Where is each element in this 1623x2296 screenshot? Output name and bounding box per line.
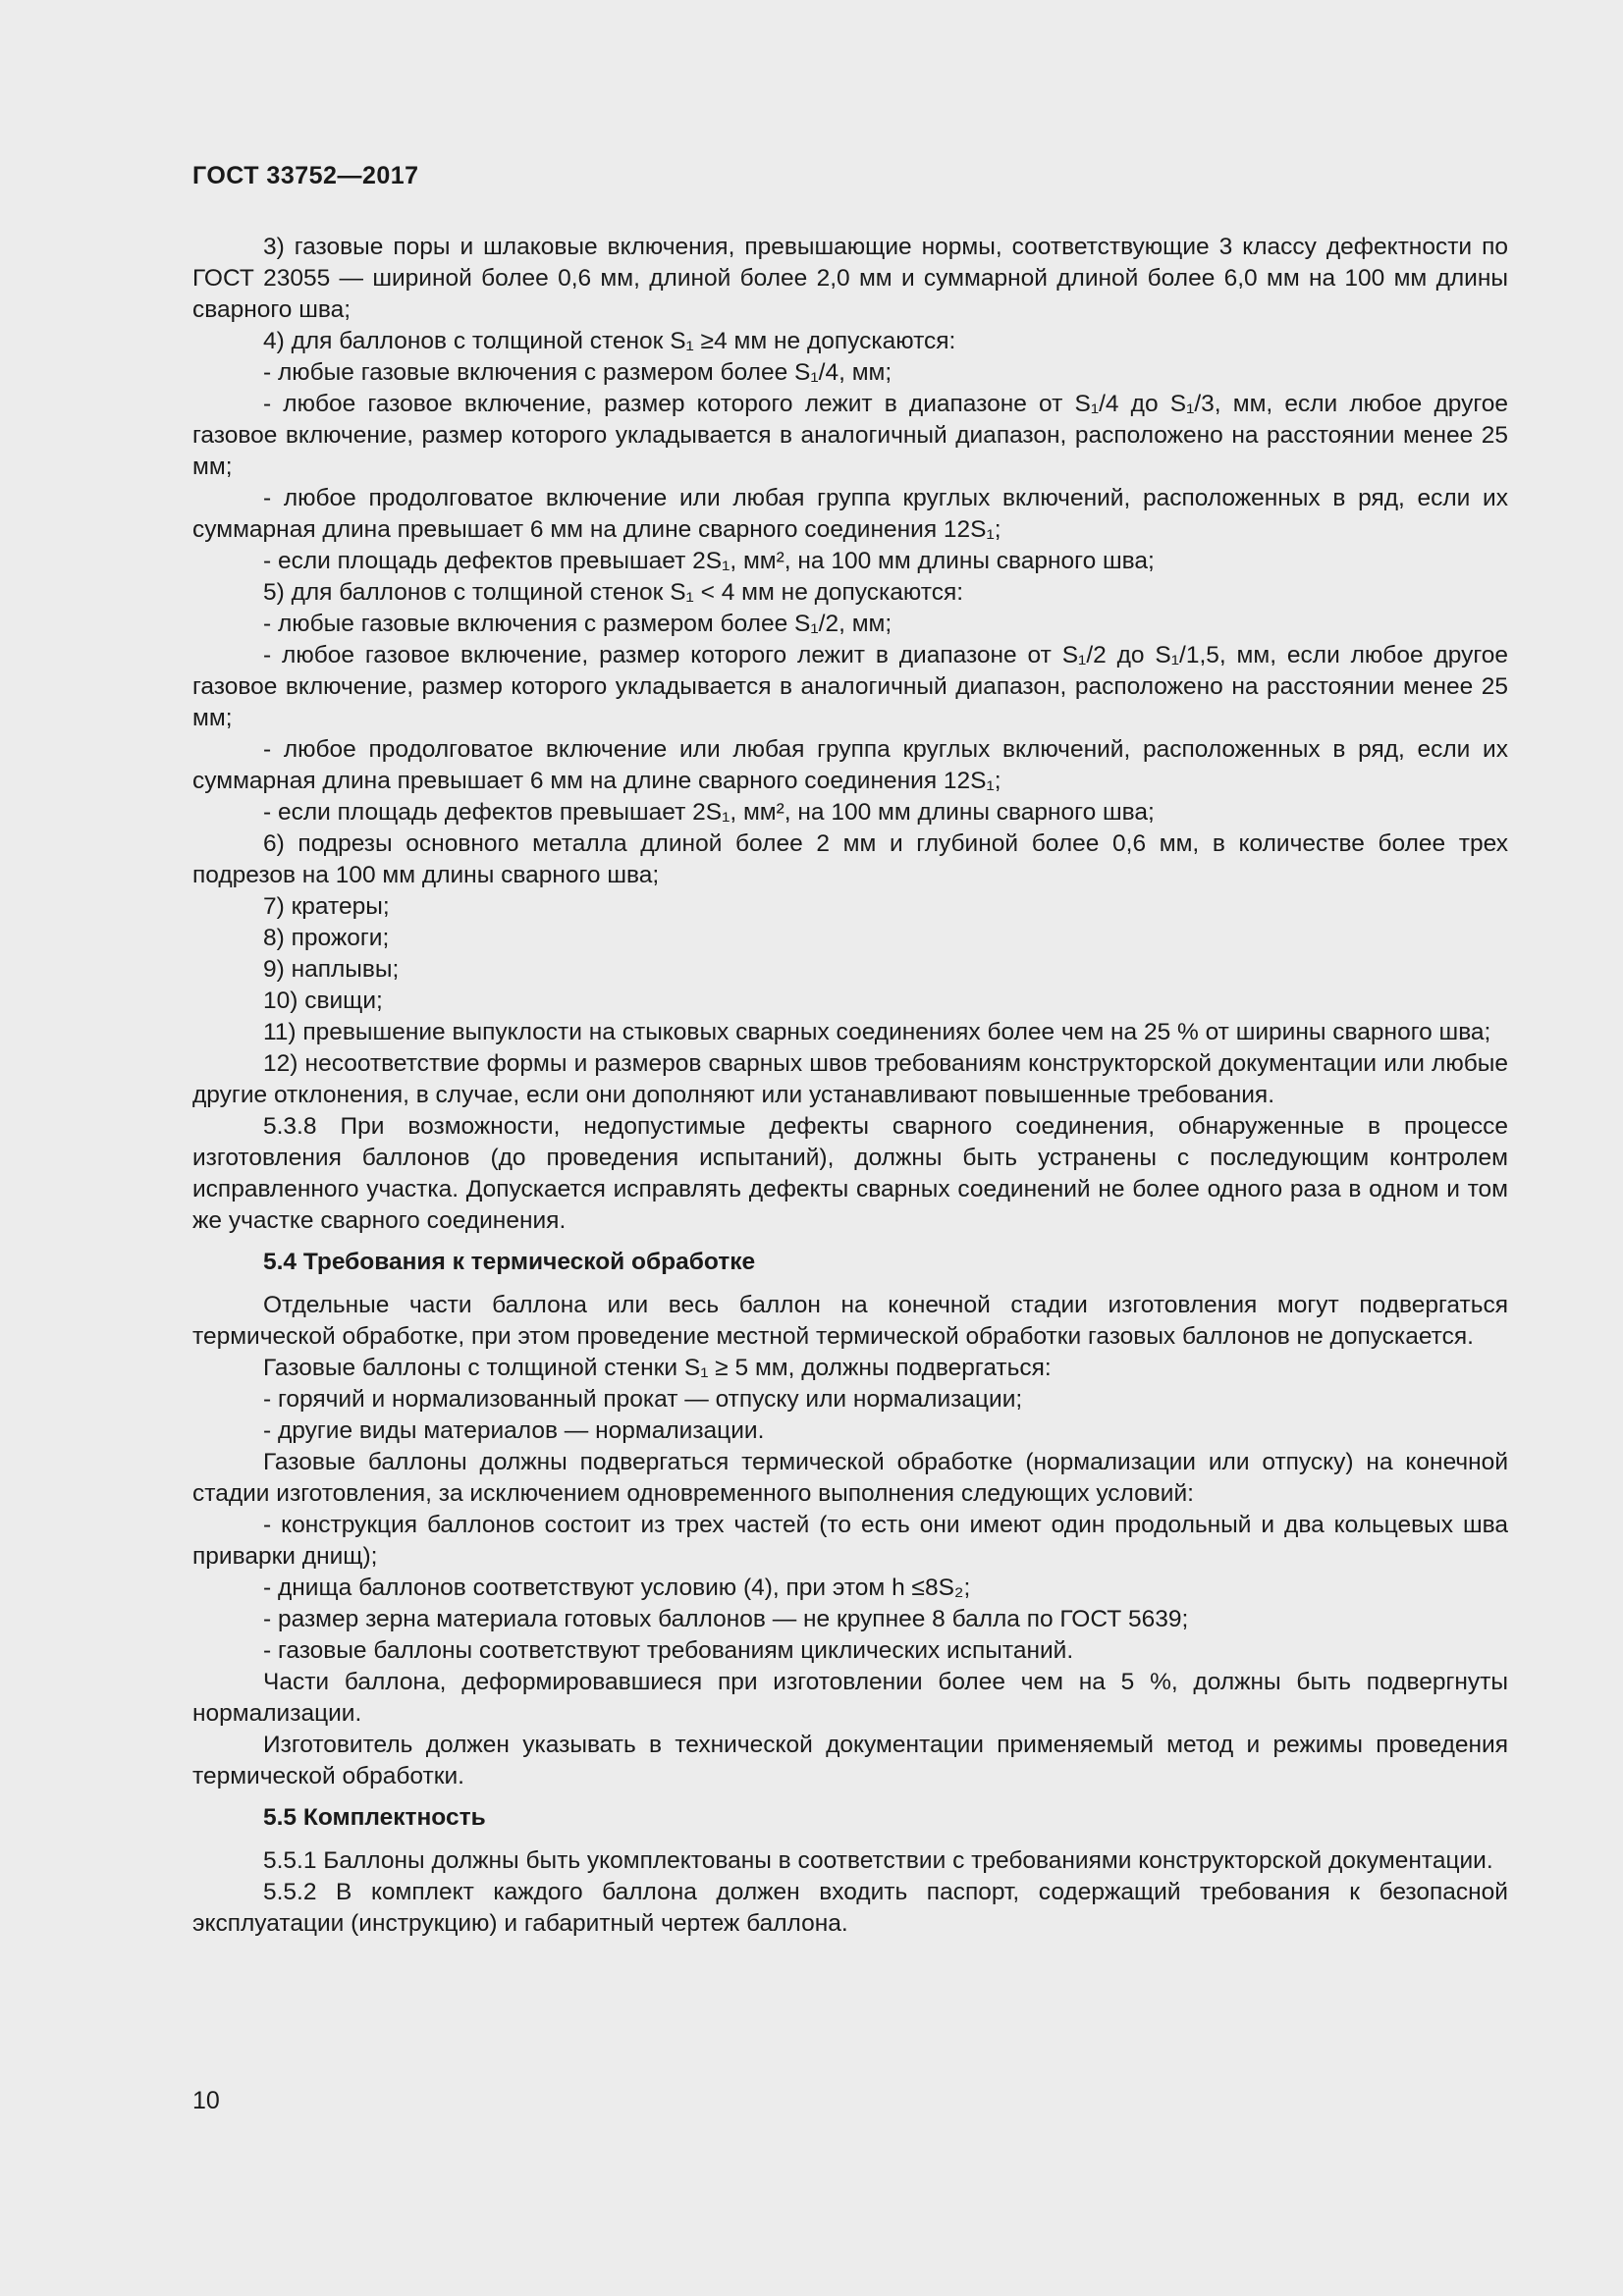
paragraph: 12) несоответствие формы и размеров сварных швов требованиям конструкторской документации или любые другие отклонения, в случае, если они дополняют или устанавливают повышенные требования. bbox=[192, 1050, 1508, 1108]
paragraph: - горячий и нормализованный прокат — отпуску или нормализации; bbox=[263, 1386, 1023, 1413]
page-number: 10 bbox=[192, 2087, 220, 2114]
paragraph: Отдельные части баллона или весь баллон на конечной стадии изготовления могут подвергаться термической обработке, при этом проведение местной термической обработки газовых баллонов не допускается. bbox=[192, 1292, 1508, 1350]
paragraph: 7) кратеры; bbox=[263, 893, 390, 920]
paragraph: Газовые баллоны с толщиной стенки S₁ ≥ 5 мм, должны подвергаться: bbox=[263, 1355, 1052, 1381]
document-header: ГОСТ 33752—2017 bbox=[192, 162, 419, 189]
paragraph: 11) превышение выпуклости на стыковых сварных соединениях более чем на 25 % от ширины сварного шва; bbox=[263, 1019, 1491, 1045]
paragraph: - газовые баллоны соответствуют требованиям циклических испытаний. bbox=[263, 1637, 1074, 1664]
paragraph: - любое газовое включение, размер которого лежит в диапазоне от S₁/2 до S₁/1,5, мм, если любое другое газовое включение, размер которого укладывается в аналогичный диапазон, расположено на расстоянии менее 25 мм; bbox=[192, 642, 1508, 731]
paragraph: Изготовитель должен указывать в технической документации применяемый метод и режимы проведения термической обработки. bbox=[192, 1732, 1508, 1789]
paragraph: - любые газовые включения с размером более S₁/2, мм; bbox=[263, 611, 893, 637]
paragraph: - днища баллонов соответствуют условию (4), при этом h ≤8S₂; bbox=[263, 1575, 971, 1601]
paragraph: 9) наплывы; bbox=[263, 956, 400, 983]
section-heading-5-4: 5.4 Требования к термической обработке bbox=[263, 1249, 756, 1275]
paragraph: - любое продолговатое включение или любая группа круглых включений, расположенных в ряд, если их суммарная длина превышает 6 мм на длине сварного соединения 12S₁; bbox=[192, 736, 1508, 794]
paragraph: - если площадь дефектов превышает 2S₁, мм², на 100 мм длины сварного шва; bbox=[263, 799, 1155, 826]
document-body bbox=[192, 232, 1508, 1940]
paragraph: 5.5.2 В комплект каждого баллона должен входить паспорт, содержащий требования к безопасной эксплуатации (инструкцию) и габаритный чертеж баллона. bbox=[192, 1879, 1508, 1937]
paragraph: Части баллона, деформировавшиеся при изготовлении более чем на 5 %, должны быть подвергнуты нормализации. bbox=[192, 1669, 1508, 1727]
paragraph: 10) свищи; bbox=[263, 988, 383, 1014]
paragraph: - размер зерна материала готовых баллонов — не крупнее 8 балла по ГОСТ 5639; bbox=[263, 1606, 1189, 1632]
paragraph: 5.5.1 Баллоны должны быть укомплектованы в соответствии с требованиями конструкторской документации. bbox=[263, 1847, 1493, 1874]
paragraph: - конструкция баллонов состоит из трех частей (то есть они имеют один продольный и два кольцевых шва приварки днищ); bbox=[192, 1512, 1508, 1570]
paragraph: - любые газовые включения с размером более S₁/4, мм; bbox=[263, 359, 893, 386]
paragraph: 5) для баллонов с толщиной стенок S₁ < 4 мм не допускаются: bbox=[263, 579, 964, 606]
paragraph: 3) газовые поры и шлаковые включения, превышающие нормы, соответствующие 3 классу дефектности по ГОСТ 23055 — шириной более 0,6 мм, длиной более 2,0 мм и суммарной длиной более 6,0 мм на 100 мм длины сварного шва; bbox=[192, 234, 1508, 323]
paragraph: 6) подрезы основного металла длиной более 2 мм и глубиной более 0,6 мм, в количестве более трех подрезов на 100 мм длины сварного шва; bbox=[192, 830, 1508, 888]
paragraph: 8) прожоги; bbox=[263, 925, 390, 951]
section-heading-5-5: 5.5 Комплектность bbox=[263, 1804, 486, 1831]
paragraph: - любое газовое включение, размер которого лежит в диапазоне от S₁/4 до S₁/3, мм, если любое другое газовое включение, размер которого укладывается в аналогичный диапазон, расположено на расстоянии менее 25 мм; bbox=[192, 391, 1508, 480]
paragraph: - другие виды материалов — нормализации. bbox=[263, 1417, 765, 1444]
paragraph: 5.3.8 При возможности, недопустимые дефекты сварного соединения, обнаруженные в процессе изготовления баллонов (до проведения испытаний), должны быть устранены с последующим контролем исправленного участка. Допускается исправлять дефекты сварных соединений не более одного раза в одном и том же участке сварного соединения. bbox=[192, 1113, 1508, 1234]
paragraph: 4) для баллонов с толщиной стенок S₁ ≥4 мм не допускаются: bbox=[263, 328, 956, 354]
paragraph: - если площадь дефектов превышает 2S₁, мм², на 100 мм длины сварного шва; bbox=[263, 548, 1155, 574]
paragraph: Газовые баллоны должны подвергаться термической обработке (нормализации или отпуску) на конечной стадии изготовления, за исключением одновременного выполнения следующих условий: bbox=[192, 1449, 1508, 1507]
paragraph: - любое продолговатое включение или любая группа круглых включений, расположенных в ряд, если их суммарная длина превышает 6 мм на длине сварного соединения 12S₁; bbox=[192, 485, 1508, 543]
